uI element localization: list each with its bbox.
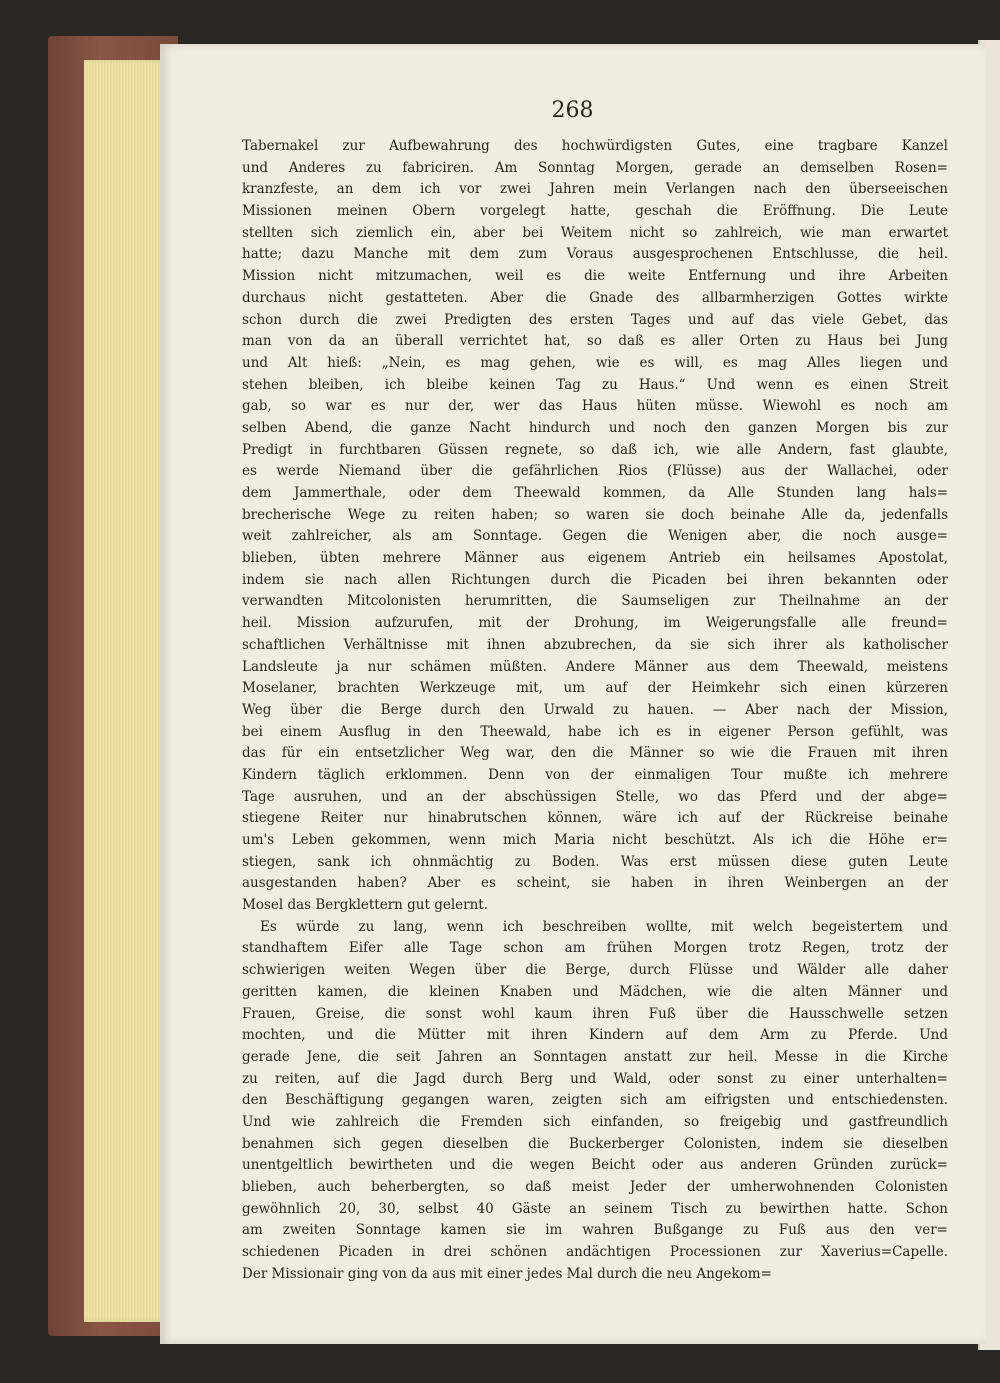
text-line: mochten, und die Mütter mit ihren Kindern auf dem Arm zu Pferde. Und: [242, 1027, 948, 1044]
text-line: und Alt hieß: „Nein, es mag gehen, wie es will, es mag Alles liegen und: [242, 354, 948, 371]
text-line: durchaus nicht gestatteten. Aber die Gnade des allbarmherzigen Gottes wirkte: [242, 289, 948, 306]
text-line: verwandten Mitcolonisten herumritten, die Saumseligen zur Theilnahme an der: [242, 593, 948, 610]
text-line: unentgeltlich bewirtheten und die wegen Beicht oder aus anderen Gründen zurück=: [242, 1157, 948, 1174]
text-line: stehen bleiben, ich bleibe keinen Tag zu Haus.“ Und wenn es einen Streit: [242, 376, 948, 393]
book-page: [160, 44, 985, 1344]
text-line: Landsleute ja nur schämen müßten. Andere Männer aus dem Theewald, meistens: [242, 658, 948, 675]
text-line: weit zahlreicher, als am Sonntage. Gegen die Wenigen aber, die noch ausge=: [242, 528, 948, 545]
text-line: standhaftem Eifer alle Tage schon am frühen Morgen trotz Regen, trotz der: [242, 940, 948, 957]
text-line: am zweiten Sonntage kamen sie im wahren Bußgange zu Fuß aus den ver=: [242, 1222, 948, 1239]
text-line: schon durch die zwei Predigten des ersten Tages und auf das viele Gebet, das: [242, 311, 948, 328]
text-line: selben Abend, die ganze Nacht hindurch und noch den ganzen Morgen bis zur: [242, 419, 948, 436]
text-line: dem Jammerthale, oder dem Theewald kommen, da Alle Stunden lang hals=: [242, 485, 948, 501]
text-line: gewöhnlich 20, 30, selbst 40 Gäste an seinem Tisch zu bewirthen hatte. Schon: [242, 1200, 948, 1217]
text-line: heil. Mission aufzurufen, mit der Drohung, im Weigerungsfalle alle freund=: [242, 615, 948, 632]
text-line: schiedenen Picaden in drei schönen andächtigen Processionen zur Xaverius=Capelle.: [242, 1244, 948, 1261]
text-line: um's Leben gekommen, wenn mich Maria nicht beschützt. Als ich die Höhe er=: [242, 832, 948, 848]
text-line: Frauen, Greise, die sonst wohl kaum ihren Fuß über die Hausschwelle setzen: [242, 1005, 948, 1022]
text-line: es werde Niemand über die gefährlichen Rios (Flüsse) aus der Wallachei, oder: [242, 463, 948, 480]
text-line: Predigt in furchtbaren Güssen regnete, so daß ich, wie alle Andern, fast glaubte,: [242, 441, 948, 458]
text-line: Missionen meinen Obern vorgelegt hatte, geschah die Eröffnung. Die Leute: [242, 203, 948, 220]
text-line: gerade Jene, die seit Jahren an Sonntagen anstatt zur heil. Messe in die Kirche: [242, 1048, 948, 1065]
text-line: zu reiten, auf die Jagd durch Berg und Wald, oder sonst zu einer unterhalten=: [242, 1070, 948, 1087]
text-line: den Beschäftigung gegangen waren, zeigten sich am eifrigsten und entschiedensten.: [242, 1092, 948, 1109]
text-line: Kindern täglich erklommen. Denn von der einmaligen Tour mußte ich mehrere: [242, 766, 948, 783]
text-line: stiegene Reiter nur hinabrutschen können, wäre ich auf der Rückreise beinahe: [242, 810, 948, 827]
text-line: brecherische Wege zu reiten haben; so waren sie doch beinahe Alle da, jedenfalls: [242, 506, 948, 523]
text-line: und Anderes zu fabriciren. Am Sonntag Morgen, gerade an demselben Rosen=: [242, 159, 948, 176]
text-line: schwierigen weiten Wegen über die Berge, durch Flüsse und Wälder alle daher: [242, 962, 948, 979]
text-line: man von da an überall verrichtet hat, so daß es aller Orten zu Haus bei Jung: [242, 333, 948, 350]
text-line: Es würde zu lang, wenn ich beschreiben wollte, mit welch begeistertem und: [260, 918, 948, 935]
text-line: schaftlichen Verhältnisse mit ihnen abzubrechen, da sie sich ihrer als katholischer: [242, 636, 948, 653]
text-line: bei einem Ausflug in den Theewald, habe ich es in eigener Person gefühlt, was: [242, 723, 948, 740]
text-line: Weg über die Berge durch den Urwald zu hauen. — Aber nach der Mission,: [242, 701, 948, 718]
text-line: Moselaner, brachten Werkzeuge mit, um auf der Heimkehr sich einen kürzeren: [242, 680, 948, 697]
text-line: indem sie nach allen Richtungen durch die Picaden bei ihren bekannten oder: [242, 571, 948, 588]
text-line: blieben, übten mehrere Männer aus eigenem Antrieb ein heilsames Apostolat,: [242, 550, 948, 567]
text-line: Mosel das Bergklettern gut gelernt.: [242, 897, 489, 914]
text-line: Mission nicht mitzumachen, weil es die weite Entfernung und ihre Arbeiten: [242, 268, 948, 285]
text-line: gab, so war es nur der, wer das Haus hüten müsse. Wiewohl es noch am: [242, 398, 948, 415]
text-line: Und wie zahlreich die Fremden sich einfanden, so freigebig und gastfreundlich: [242, 1113, 948, 1130]
text-line: blieben, auch beherbergten, so daß meist Jeder der umherwohnenden Colonisten: [242, 1179, 948, 1195]
text-line: hatte; dazu Manche mit dem zum Voraus ausgesprochenen Entschlusse, die heil.: [242, 246, 948, 263]
text-line: Der Missionair ging von da aus mit einer jedes Mal durch die neu Angekom=: [242, 1265, 772, 1282]
text-line: geritten kamen, die kleinen Knaben und Mädchen, wie die alten Männer und: [242, 983, 948, 1000]
text-line: benahmen sich gegen dieselben die Buckerberger Colonisten, indem sie dieselben: [242, 1135, 948, 1152]
text-line: kranzfeste, an dem ich vor zwei Jahren mein Verlangen nach den überseeischen: [242, 181, 948, 198]
text-line: Tabernakel zur Aufbewahrung des hochwürdigsten Gutes, eine tragbare Kanzel: [242, 138, 948, 154]
text-line: stiegen, sank ich ohnmächtig zu Boden. Was erst müssen diese guten Leute: [242, 853, 948, 870]
text-line: ausgestanden haben? Aber es scheint, sie haben in ihren Weinbergen an der: [242, 875, 948, 892]
text-line: Tage ausruhen, und an der abschüssigen Stelle, wo das Pferd und der abge=: [242, 788, 948, 805]
page-text: [242, 136, 948, 1285]
text-line: das für ein entsetzlicher Weg war, den die Männer so wie die Frauen mit ihren: [242, 745, 948, 762]
text-line: stellten sich ziemlich ein, aber bei Weitem nicht so zahlreich, wie man erwartet: [242, 224, 948, 241]
page-number: 268: [551, 98, 594, 123]
